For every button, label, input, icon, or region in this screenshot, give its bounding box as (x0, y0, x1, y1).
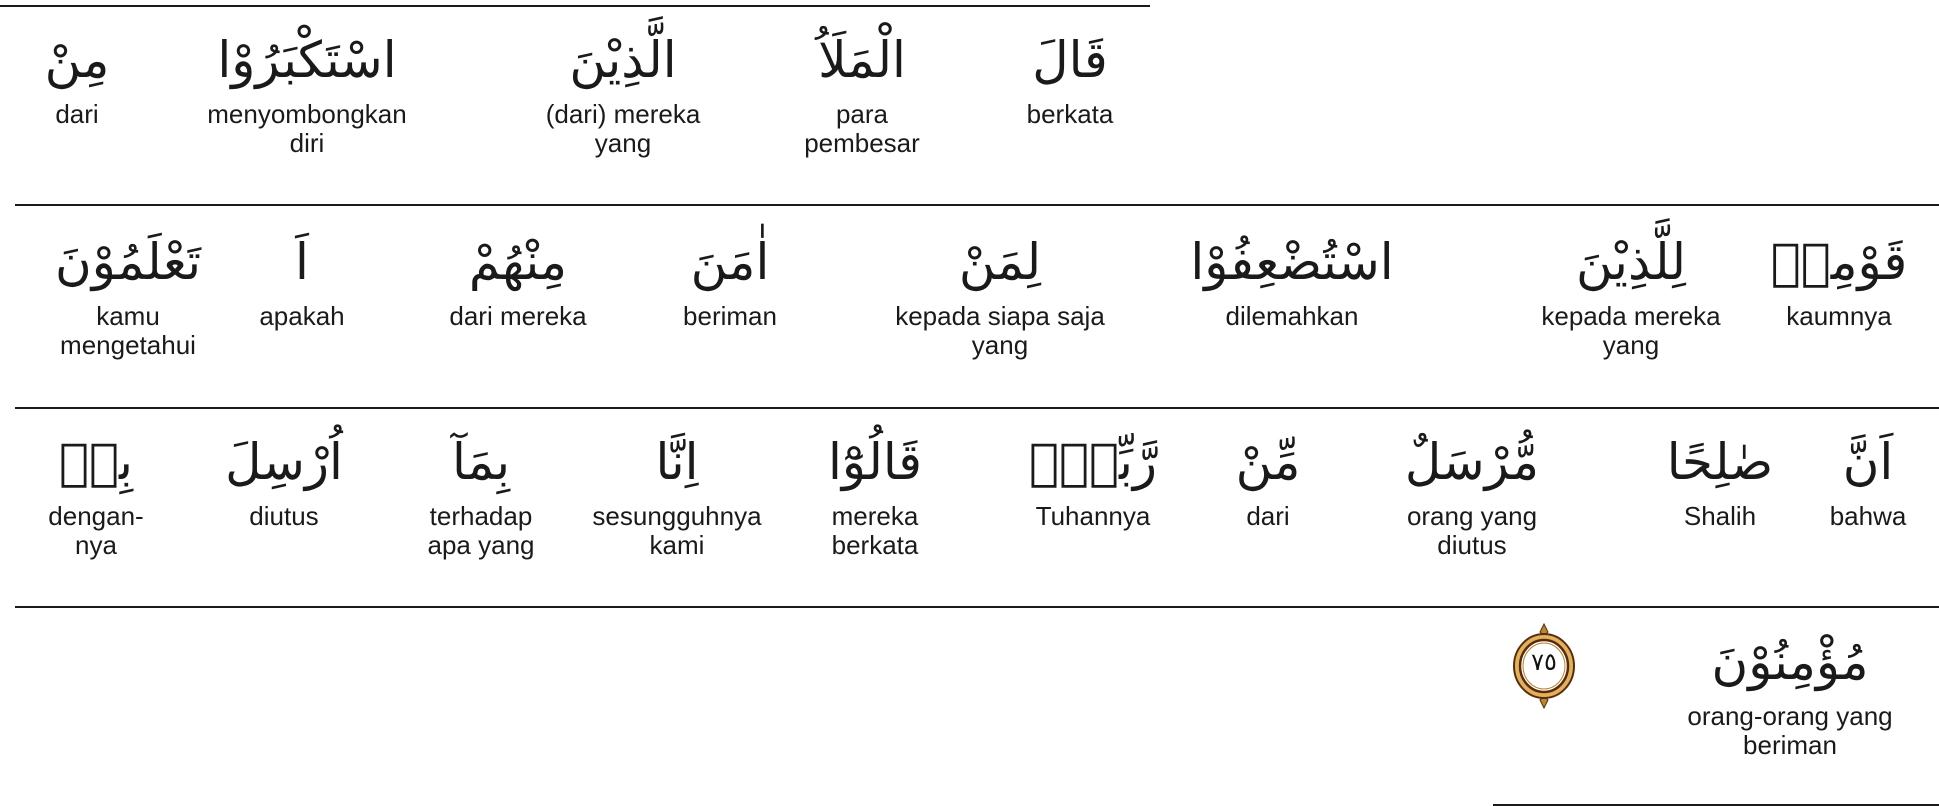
arabic-word: مُؤْمِنُوْنَ (1711, 633, 1869, 691)
word-gloss (17, 30, 137, 129)
word-gloss (1640, 432, 1800, 531)
word-gloss (655, 232, 805, 331)
translation: terhadap apa yang (427, 501, 535, 560)
word-gloss (209, 432, 359, 531)
translation: orang-orang yang beriman (1687, 701, 1893, 760)
word-gloss (1208, 432, 1328, 531)
arabic-word: بِمَآ (451, 433, 511, 491)
arabic-word: قَالُوْٓا (827, 433, 923, 491)
translation: beriman (683, 301, 777, 331)
word-gloss (1670, 632, 1910, 760)
arabic-word: مُّرْسَلٌ (1404, 433, 1540, 491)
translation: kaumnya (1786, 301, 1892, 331)
arabic-word: لِمَنْ (958, 233, 1042, 291)
translation: kepada siapa saja yang (895, 301, 1105, 360)
arabic-word: لِلَّذِيْنَ (1575, 233, 1686, 291)
translation: orang yang diutus (1406, 501, 1538, 560)
arabic-word: بِهٖ (59, 433, 133, 491)
word-gloss (406, 432, 556, 560)
word-gloss (1182, 232, 1402, 331)
translation: sesungguhnya kami (592, 501, 762, 560)
arabic-word: اٰمَنَ (690, 233, 770, 291)
word-gloss (1521, 232, 1741, 360)
arabic-word: تَعْلَمُوْنَ (54, 233, 202, 291)
translation: kepada mereka yang (1541, 301, 1721, 360)
translation: apakah (259, 301, 345, 331)
word-gloss (242, 232, 362, 331)
translation: menyombongkan diri (207, 99, 407, 158)
translation: berkata (1026, 99, 1114, 129)
line-divider-3 (15, 606, 1939, 608)
arabic-word: اسْتُضْعِفُوْا (1190, 233, 1394, 291)
translation: bahwa (1829, 501, 1907, 531)
word-gloss (800, 432, 950, 560)
translation: Tuhannya (1035, 501, 1151, 531)
line-divider-1 (15, 204, 1939, 206)
arabic-word: الَّذِيْنَ (569, 31, 677, 89)
arabic-word: قَوْمِهٖ (1770, 233, 1908, 291)
translation: para pembesar (804, 99, 920, 158)
word-gloss (1013, 432, 1173, 531)
arabic-word: رَّبِّهٖۗ (1028, 433, 1158, 491)
translation: diutus (249, 501, 319, 531)
arabic-word: مِنْهُمْ (468, 233, 568, 291)
ayah-number: ٧٥ (1531, 648, 1557, 676)
word-gloss (1808, 432, 1928, 531)
arabic-word: الْمَلَاُ (818, 31, 906, 89)
word-gloss (1759, 232, 1919, 331)
translation: dengan-nya (48, 501, 144, 560)
translation: (dari) mereka yang (545, 99, 701, 158)
arabic-word: اُرْسِلَ (225, 433, 343, 491)
word-gloss (187, 30, 427, 158)
word-gloss (428, 232, 608, 331)
word-gloss (980, 30, 1160, 129)
word-gloss (782, 30, 942, 158)
arabic-word: اِنَّا (655, 433, 699, 491)
translation: Shalih (1683, 501, 1757, 531)
word-gloss (890, 232, 1110, 360)
translation: kamu mengetahui (60, 301, 196, 360)
translation: dari (55, 99, 99, 129)
arabic-word: قَالَ (1032, 31, 1108, 89)
word-gloss (1382, 432, 1562, 560)
translation: dilemahkan (1225, 301, 1359, 331)
arabic-word: اَنَّ (1842, 433, 1894, 491)
word-gloss (31, 432, 161, 560)
arabic-word: اَ (295, 233, 309, 291)
word-gloss (28, 232, 228, 360)
arabic-word: مِنْ (44, 31, 110, 89)
word-gloss (577, 432, 777, 560)
arabic-word: صٰلِحًا (1666, 433, 1774, 491)
translation: mereka berkata (831, 501, 919, 560)
line-divider-2 (15, 407, 1939, 409)
ayah-number-medallion (1512, 622, 1576, 710)
arabic-word: مِّنْ (1235, 433, 1301, 491)
arabic-word: اسْتَكْبَرُوْا (217, 31, 397, 89)
translation: dari (1246, 501, 1290, 531)
top-rule (0, 5, 1150, 7)
translation: dari mereka (449, 301, 587, 331)
word-gloss (523, 30, 723, 158)
